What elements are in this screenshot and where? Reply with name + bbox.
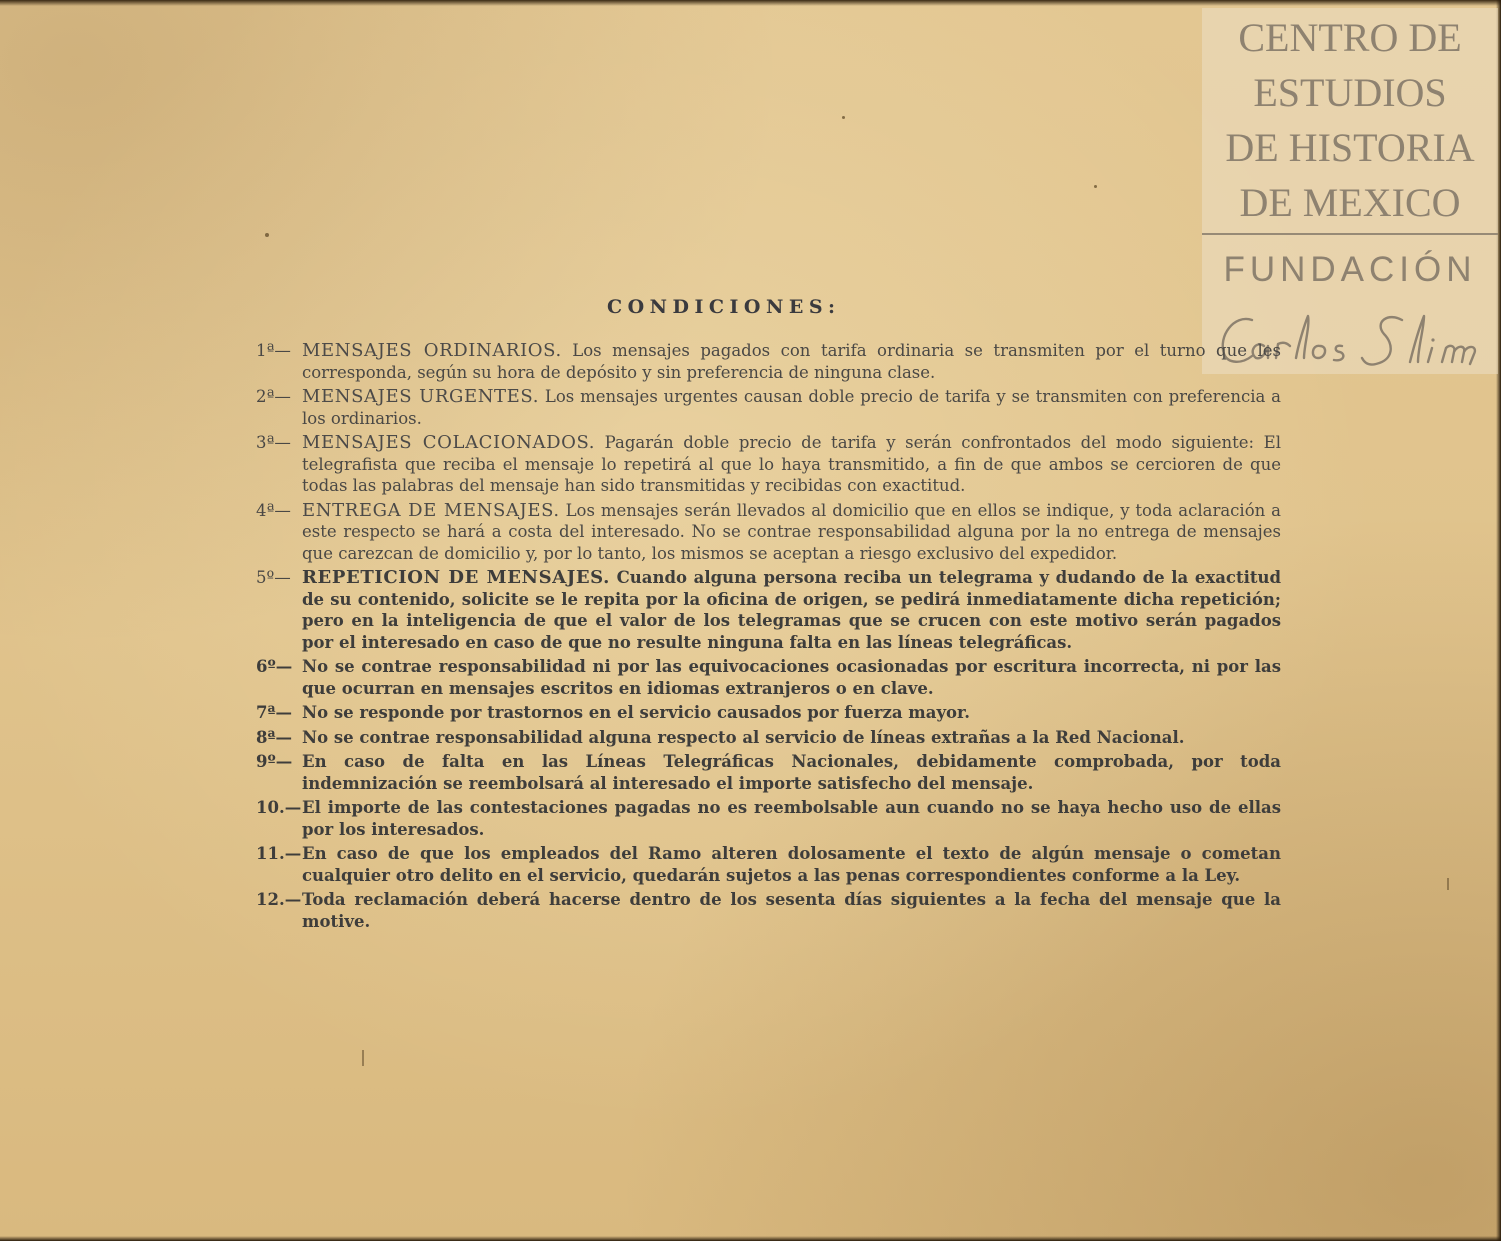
condition-item (256, 386, 1281, 429)
condition-item (256, 889, 1281, 932)
condition-text: No se responde por trastornos en el servicio causados por fuerza mayor. (302, 703, 970, 722)
condition-item (256, 567, 1281, 653)
condition-item (256, 340, 1281, 383)
condition-text: En caso de falta en las Líneas Telegráficas Nacionales, debidamente comprobada, por toda indemnización se reembolsará al interesado el importe satisfecho del mensaje. (302, 752, 1281, 793)
condition-text: En caso de que los empleados del Ramo alteren dolosamente el texto de algún mensaje o cometan cualquier otro delito en el servicio, quedarán sujetos a las penas correspondientes conforme a la Ley. (302, 844, 1281, 885)
watermark-line: ESTUDIOS (1253, 70, 1447, 115)
condition-item (256, 702, 1281, 724)
condition-title: ENTREGA DE MENSAJES. (302, 499, 560, 521)
condition-text: Toda reclamación deberá hacerse dentro de los sesenta días siguientes a la fecha del mensaje que la motive. (302, 890, 1281, 931)
condition-text: El importe de las contestaciones pagadas no es reembolsable aun cuando no se haya hecho uso de ellas por los interesados. (302, 798, 1281, 839)
condition-number: 4ª— (256, 500, 291, 520)
condition-number: 7ª— (256, 703, 293, 722)
paper-mark (1447, 878, 1449, 890)
condition-number: 8ª— (256, 727, 293, 747)
paper-edge-bottom (0, 1236, 1501, 1241)
condition-number: 12.— (256, 890, 302, 909)
condition-text: No se contrae responsabilidad alguna respecto al servicio de líneas extrañas a la Red Nacional. (302, 727, 1185, 747)
paper-edge-top (0, 0, 1501, 6)
condition-number: 3ª— (256, 433, 291, 452)
paper-speck (842, 116, 845, 119)
condition-title: MENSAJES ORDINARIOS. (302, 340, 562, 361)
condition-text: Los mensajes urgentes causan doble precio de tarifa y se transmiten con preferencia a los ordinarios. (302, 387, 1281, 428)
condition-title: MENSAJES URGENTES. (302, 386, 540, 407)
condition-item (256, 656, 1281, 699)
watermark-foundation: FUNDACIÓN (1223, 250, 1477, 289)
watermark-divider (1202, 233, 1498, 235)
condition-item (256, 843, 1281, 886)
conditions-heading: CONDICIONES: (607, 296, 841, 318)
condition-text: Los mensajes pagados con tarifa ordinaria se transmiten por el turno que les corresponda, según su hora de depósito y sin preferencia de ninguna clase. (302, 341, 1281, 382)
condition-title: MENSAJES COLACIONADOS. (302, 432, 596, 453)
condition-title: REPETICION DE MENSAJES. (302, 567, 611, 588)
condition-item (256, 500, 1281, 565)
conditions-list (256, 340, 1281, 935)
paper-speck (1094, 185, 1097, 188)
paper-speck (265, 233, 269, 237)
archive-watermark (1202, 8, 1498, 374)
condition-number: 5º— (256, 568, 291, 587)
condition-item (256, 797, 1281, 840)
condition-text: Cuando alguna persona reciba un telegrama y dudando de la exactitud de su contenido, solicite se le repita por la oficina de origen, se pedirá inmediatamente dicha repetición; pero en la inteligencia de que el valor de los telegramas que se crucen con este motivo serán pagados por el interesado en caso de que no resulte ninguna falta en las líneas telegráficas. (302, 568, 1281, 652)
condition-number: 10.— (256, 798, 302, 817)
condition-item (256, 751, 1281, 794)
condition-item (256, 727, 1281, 749)
paper-mark (362, 1050, 364, 1066)
condition-text: No se contrae responsabilidad ni por las equivocaciones ocasionadas por escritura incorrecta, ni por las que ocurran en mensajes escritos en idiomas extranjeros o en clave. (302, 657, 1281, 698)
watermark-line: CENTRO DE (1238, 15, 1462, 60)
condition-text: Los mensajes serán llevados al domicilio que en ellos se indique, y toda aclaración a este respecto se hará a costa del interesado. No se contrae responsabilidad alguna por la no entrega de mensajes que carezcan de domicilio y, por lo tanto, los mismos se aceptan a riesgo exclusivo del expedidor. (302, 500, 1281, 563)
watermark-line: DE MEXICO (1239, 180, 1461, 225)
condition-item (256, 432, 1281, 497)
condition-text: Pagarán doble precio de tarifa y serán confrontados del modo siguiente: El telegrafista que reciba el mensaje lo repetirá al que lo haya transmitido, a fin de que ambos se cercioren de que todas las palabras del mensaje han sido transmitidas y recibidas con exactitud. (302, 433, 1281, 495)
watermark-institution (1202, 8, 1498, 230)
condition-number: 2ª— (256, 387, 291, 406)
condition-number: 11.— (256, 844, 302, 863)
condition-number: 6º— (256, 657, 293, 676)
watermark-line: DE HISTORIA (1225, 125, 1475, 170)
condition-number: 9º— (256, 752, 293, 771)
condition-number: 1ª— (256, 341, 291, 360)
